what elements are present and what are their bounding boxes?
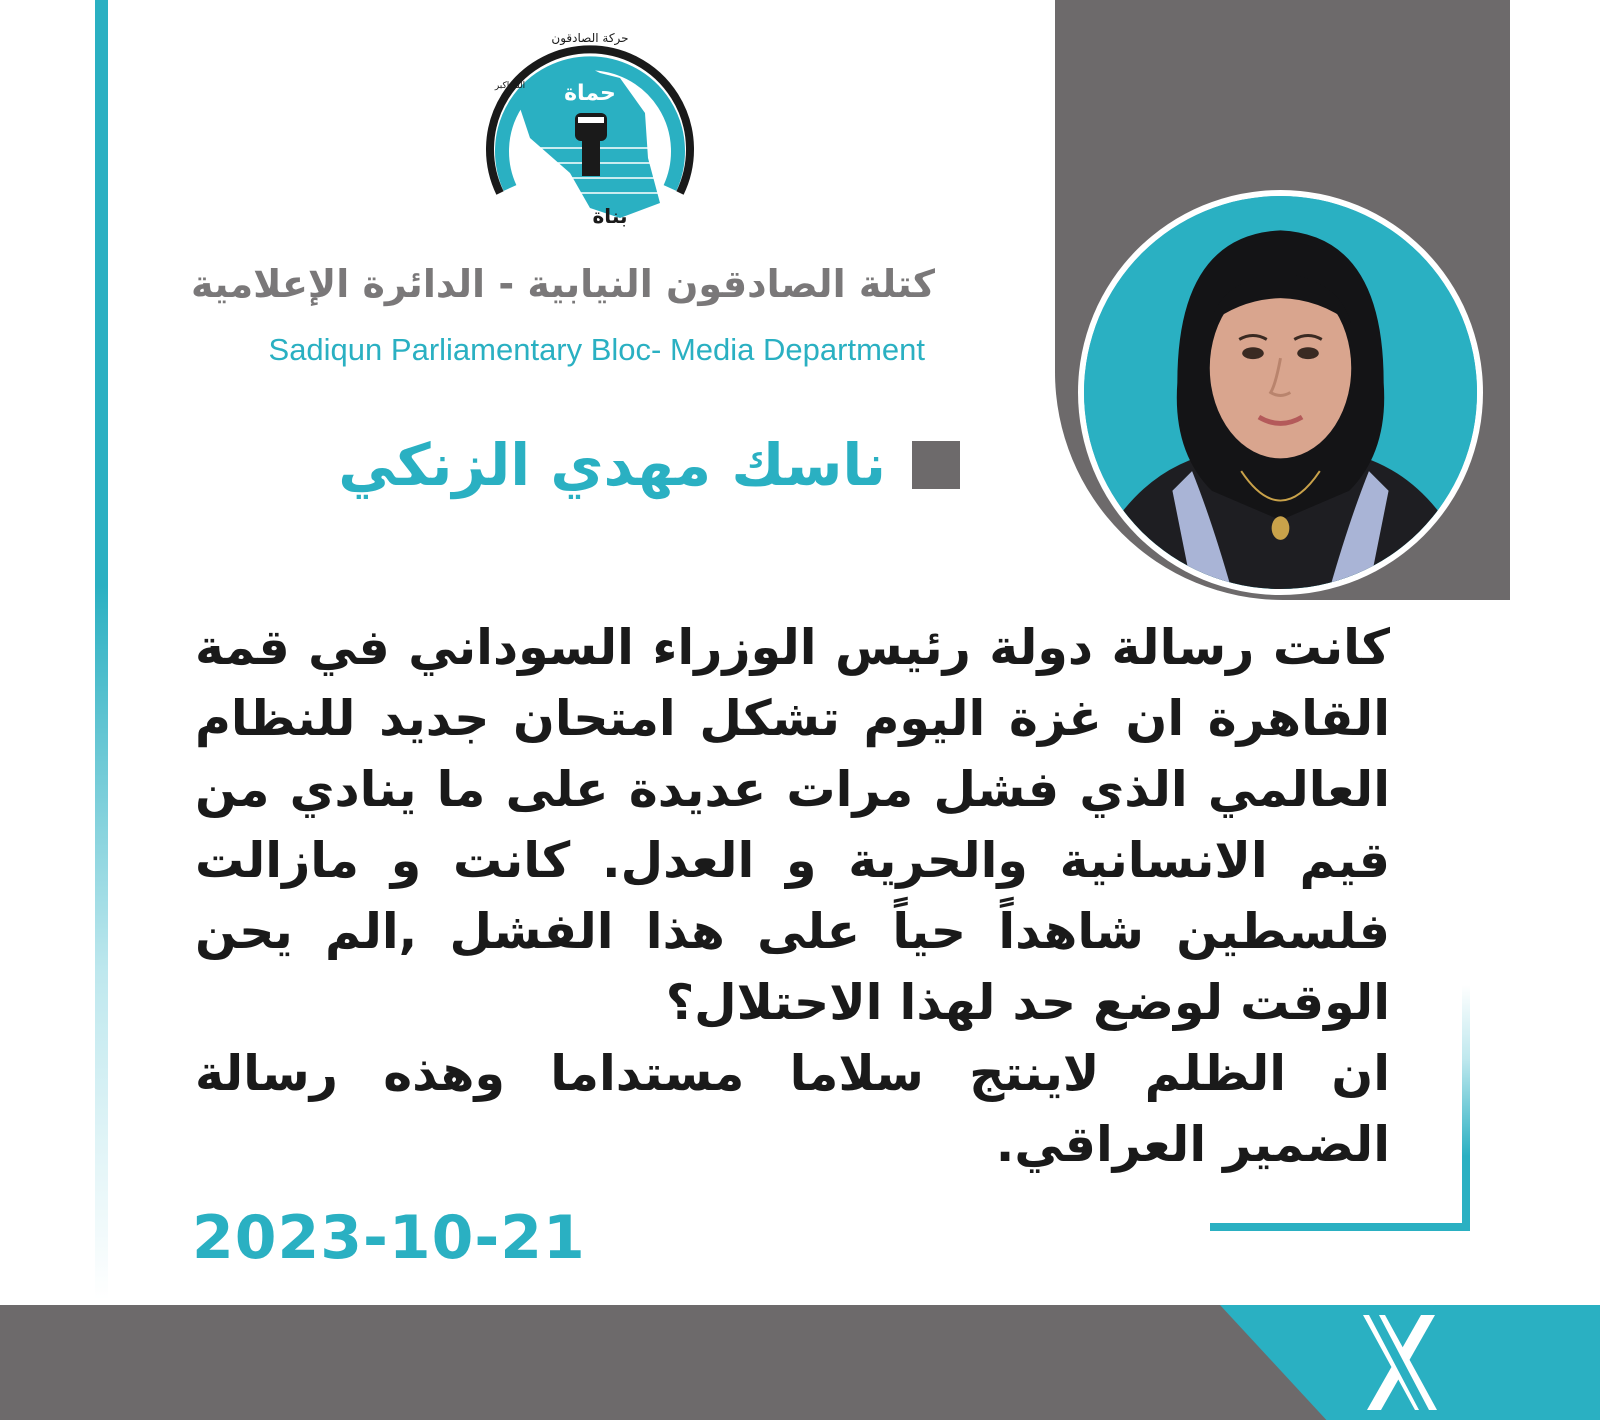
author-heading — [120, 425, 960, 505]
statement-paragraph-2: ان الظلم لاينتج سلاما مستداما وهذه رسالة الضمير العراقي. — [195, 1045, 1390, 1173]
portrait-photo — [1084, 196, 1477, 589]
organization-logo — [470, 18, 710, 238]
statement-body — [195, 612, 1390, 1180]
logo-bottom-text: بناة — [592, 204, 628, 228]
quote-frame-right — [1462, 985, 1470, 1230]
left-accent-bar — [95, 0, 108, 1300]
organization-name-arabic: كتلة الصادقون النيابية - الدائرة الإعلامية — [191, 262, 935, 306]
x-logo-icon — [1355, 1310, 1445, 1415]
logo-side-text: الله اكبر — [494, 81, 526, 91]
organization-name-english: Sadiqun Parliamentary Bloc- Media Department — [268, 332, 925, 367]
author-name: ناسك مهدي الزنكي — [338, 431, 886, 499]
quote-frame-bottom — [1210, 1223, 1470, 1231]
post-date: 2023-10-21 — [192, 1203, 586, 1273]
person-portrait-icon — [1084, 196, 1477, 589]
fist-emblem-icon — [470, 18, 710, 238]
logo-top-text: حماة — [564, 81, 616, 106]
logo-arc-text: حركة الصادقون — [551, 31, 629, 45]
square-bullet-icon — [912, 441, 960, 489]
portrait-frame — [1078, 190, 1483, 595]
statement-paragraph-1: كانت رسالة دولة رئيس الوزراء السوداني في قمة القاهرة ان غزة اليوم تشكل امتحان جديد للنظام العالمي الذي فشل مرات عديدة على ما ينادي من قيم الانسانية والحرية و العدل. كانت و مازالت فلسطين شاهداً حياً على هذا الفشل ,الم يحن الوقت لوضع حد لهذا الاحتلال؟ — [195, 619, 1390, 1031]
